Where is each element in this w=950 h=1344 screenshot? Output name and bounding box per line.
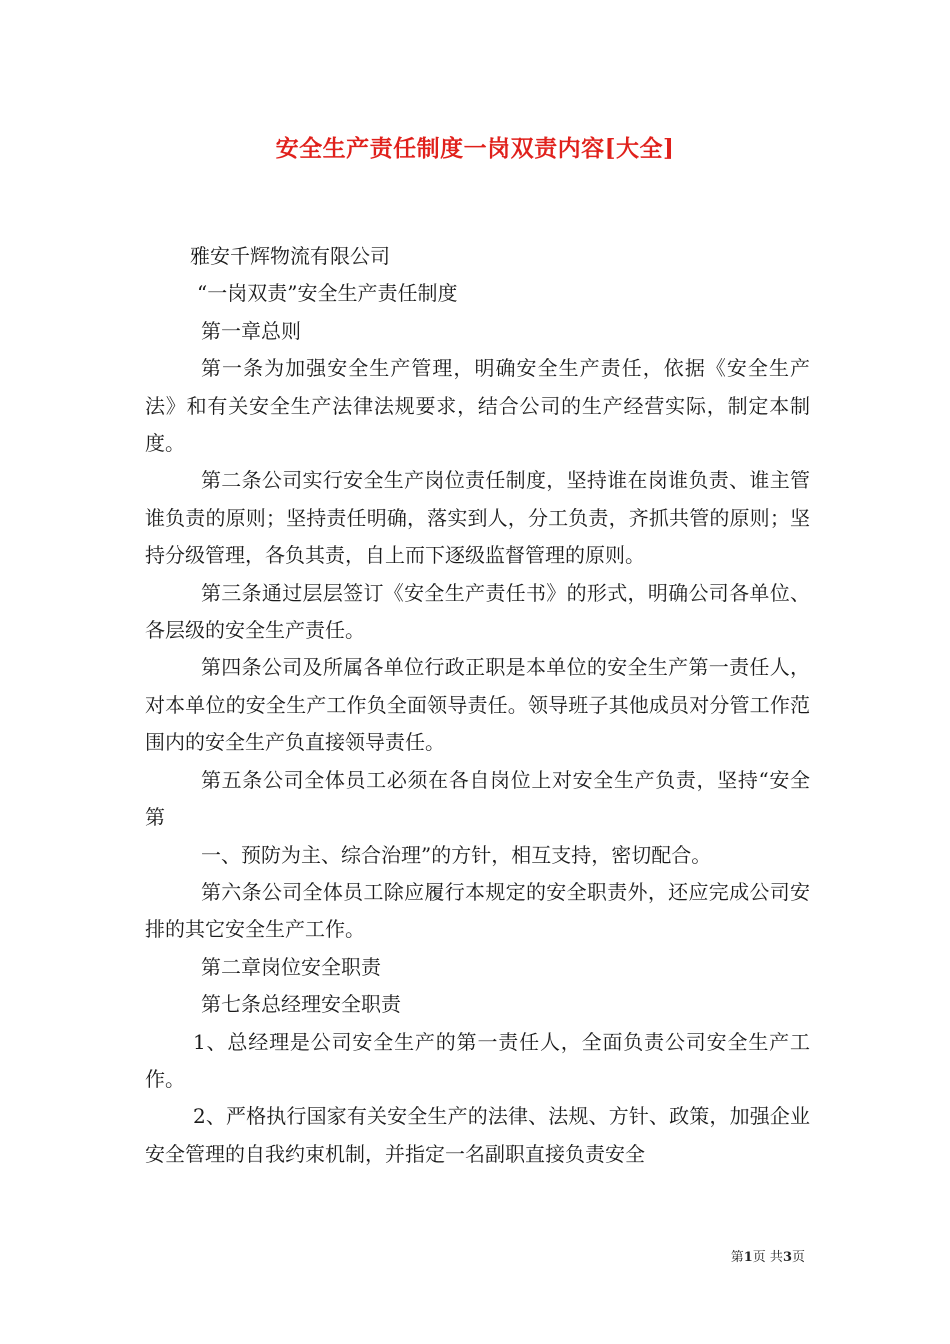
page-footer	[731, 1246, 805, 1265]
footer-total-pages: 3	[782, 1250, 792, 1265]
paragraph-article-2: 第二条公司实行安全生产岗位责任制度，坚持谁在岗谁负责、谁主管谁负责的原则；坚持责任明确，落实到人，分工负责，齐抓共管的原则；坚持分级管理，各负其责，自上而下逐级监督管理的原则。	[145, 468, 810, 568]
footer-middle: 页 共	[752, 1250, 783, 1265]
paragraph-article-7: 第七条总经理安全职责	[201, 992, 401, 1017]
document-body	[145, 238, 810, 1173]
paragraph-article-1: 第一条为加强安全生产管理，明确安全生产责任，依据《安全生产法》和有关安全生产法律法规要求，结合公司的生产经营实际，制定本制度。	[145, 356, 810, 456]
paragraph-article-5: 第五条公司全体员工必须在各自岗位上对安全生产负责，坚持“安全第	[145, 767, 810, 830]
footer-prefix: 第	[730, 1250, 744, 1265]
footer-current-page: 1	[743, 1250, 753, 1265]
paragraph-article-3: 第三条通过层层签订《安全生产责任书》的形式，明确公司各单位、各层级的安全生产责任。	[145, 580, 810, 643]
paragraph-company: 雅安千辉物流有限公司	[190, 244, 390, 268]
paragraph-article-4: 第四条公司及所属各单位行政正职是本单位的安全生产第一责任人，对本单位的安全生产工作负全面领导责任。领导班子其他成员对分管工作范围内的安全生产负直接领导责任。	[145, 655, 810, 755]
paragraph-article-6: 第六条公司全体员工除应履行本规定的安全职责外，还应完成公司安排的其它安全生产工作。	[145, 879, 810, 942]
document-title: 安全生产责任制度一岗双责内容[大全]	[275, 135, 675, 162]
paragraph-article-5-cont: 一、预防为主、综合治理”的方针，相互支持，密切配合。	[201, 842, 712, 867]
paragraph-chapter-1: 第一章总则	[201, 318, 301, 343]
paragraph-chapter-2: 第二章岗位安全职责	[201, 954, 381, 979]
paragraph-item-2: 2、严格执行国家有关安全生产的法律、法规、方针、政策，加强企业安全管理的自我约束机制，并指定一名副职直接负责安全	[145, 1104, 810, 1166]
paragraph-system-name: “一岗双责”安全生产责任制度	[197, 281, 458, 306]
footer-suffix: 页	[791, 1250, 805, 1265]
paragraph-item-1: 1、总经理是公司安全生产的第一责任人，全面负责公司安全生产工作。	[145, 1029, 810, 1091]
